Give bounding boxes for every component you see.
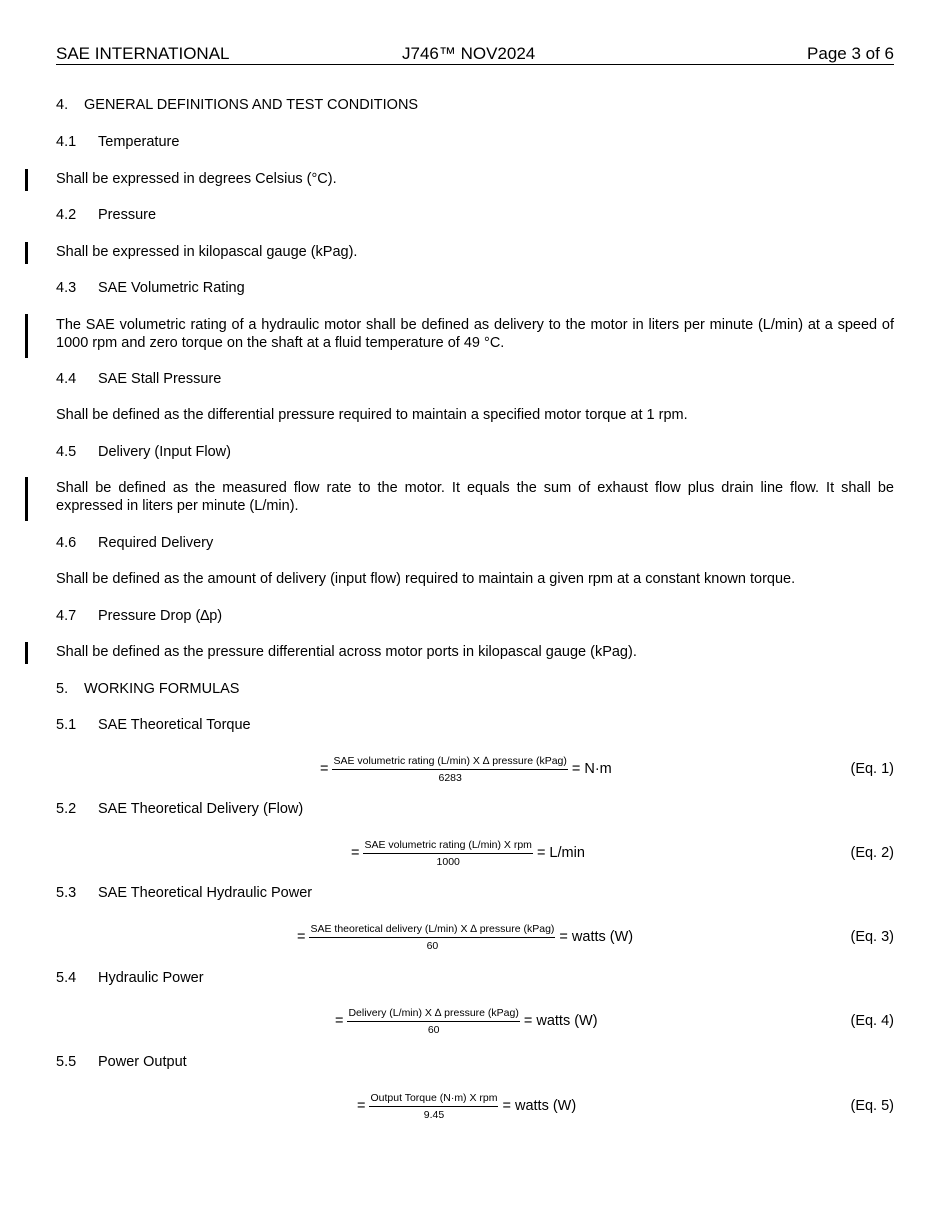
section-number: 4. (56, 97, 69, 113)
numerator: SAE volumetric rating (L/min) X rpm (363, 839, 532, 854)
section-4-3-text: The SAE volumetric rating of a hydraulic motor shall be defined as delivery to the motor in liters per minute (L/min) at a speed of 1000 rpm and zero torque on the shaft at a fluid temperature of 49 °C. (56, 317, 894, 351)
equation-5-label: (Eq. 5) (850, 1098, 894, 1114)
equation-result: = watts (W) (523, 1013, 598, 1029)
section-5-4-heading (56, 970, 204, 986)
section-title: GENERAL DEFINITIONS AND TEST CONDITIONS (84, 97, 419, 113)
equation-3-label: (Eq. 3) (850, 929, 894, 945)
numerator: SAE theoretical delivery (L/min) X ∆ pressure (kPag) (309, 923, 555, 938)
equation-4-label: (Eq. 4) (850, 1013, 894, 1029)
numerator: Delivery (L/min) X ∆ pressure (kPag) (347, 1007, 519, 1022)
section-number: 4.4 (56, 371, 77, 387)
equation-result: = N·m (571, 761, 612, 777)
section-title: SAE Volumetric Rating (98, 280, 245, 296)
header-document-id: J746™ NOV2024 (402, 44, 536, 63)
section-4-2-text: Shall be expressed in kilopascal gauge (kPag). (56, 244, 358, 260)
section-title: Power Output (98, 1054, 187, 1070)
section-title: Pressure Drop (∆p) (98, 608, 223, 624)
denominator: 1000 (436, 855, 460, 868)
fraction (332, 755, 567, 784)
section-5-1-heading (56, 717, 251, 733)
equation-5 (357, 1091, 576, 1121)
equation-result: = watts (W) (502, 1098, 577, 1114)
section-4-2-heading (56, 207, 156, 223)
section-number: 5.3 (56, 885, 77, 901)
equals-sign: = (351, 845, 360, 861)
section-title: Temperature (98, 134, 180, 150)
section-4-6-text: Shall be defined as the amount of delivery (input flow) required to maintain a given rpm at a constant known torque. (56, 571, 796, 587)
section-5-5-heading (56, 1054, 187, 1070)
change-bar (25, 642, 28, 664)
equation-1-label: (Eq. 1) (850, 761, 894, 777)
section-number: 5.5 (56, 1054, 77, 1070)
section-4-1-text: Shall be expressed in degrees Celsius (°C). (56, 171, 337, 187)
equation-1 (320, 754, 612, 784)
equation-4 (335, 1006, 598, 1036)
header-page-number: Page 3 of 6 (807, 44, 894, 63)
section-4-3-heading (56, 280, 245, 296)
equation-2 (351, 838, 585, 868)
section-title: Pressure (98, 207, 157, 223)
numerator: SAE volumetric rating (L/min) X ∆ pressure (kPag) (332, 755, 567, 770)
equals-sign: = (357, 1098, 366, 1114)
section-title: Hydraulic Power (98, 970, 204, 986)
numerator: Output Torque (N·m) X rpm (369, 1092, 498, 1107)
section-number: 4.7 (56, 608, 77, 624)
section-title: Delivery (Input Flow) (98, 444, 231, 460)
change-bar (25, 169, 28, 191)
denominator: 9.45 (423, 1108, 445, 1121)
section-4-7-heading (56, 608, 222, 624)
section-5-2-heading (56, 801, 303, 817)
fraction (363, 839, 532, 868)
fraction (309, 923, 555, 952)
denominator: 6283 (438, 771, 462, 784)
change-bar (25, 314, 28, 358)
section-4-4-text: Shall be defined as the differential pressure required to maintain a specified motor torque at 1 rpm. (56, 407, 688, 423)
equation-3 (297, 922, 633, 952)
section-number: 4.6 (56, 535, 77, 551)
section-4-7-text: Shall be defined as the pressure differential across motor ports in kilopascal gauge (kPag). (56, 644, 637, 660)
fraction (369, 1092, 498, 1121)
equation-2-label: (Eq. 2) (850, 845, 894, 861)
equals-sign: = (297, 929, 306, 945)
section-number: 5.2 (56, 801, 77, 817)
section-title: SAE Theoretical Hydraulic Power (98, 885, 313, 901)
fraction (347, 1007, 519, 1036)
equals-sign: = (335, 1013, 344, 1029)
section-4-6-heading (56, 535, 213, 551)
section-number: 4.3 (56, 280, 77, 296)
section-5-3-heading (56, 885, 312, 901)
section-4-4-heading (56, 371, 221, 387)
section-title: SAE Theoretical Torque (98, 717, 251, 733)
section-number: 5.1 (56, 717, 77, 733)
page-header (56, 44, 894, 65)
section-title: Required Delivery (98, 535, 214, 551)
header-organization: SAE INTERNATIONAL (56, 44, 230, 63)
section-number: 5.4 (56, 970, 77, 986)
change-bar (25, 242, 28, 264)
section-title: SAE Stall Pressure (98, 371, 222, 387)
section-4-heading (56, 97, 418, 113)
section-4-5-text: Shall be defined as the measured flow rate to the motor. It equals the sum of exhaust flow plus drain line flow. It shall be expressed in liters per minute (L/min). (56, 480, 894, 514)
section-5-heading (56, 681, 239, 697)
section-number: 4.2 (56, 207, 77, 223)
change-bar (25, 477, 28, 521)
section-number: 5. (56, 681, 69, 697)
section-4-1-heading (56, 134, 179, 150)
denominator: 60 (427, 1023, 440, 1036)
section-title: WORKING FORMULAS (84, 681, 240, 697)
section-title: SAE Theoretical Delivery (Flow) (98, 801, 304, 817)
equals-sign: = (320, 761, 329, 777)
section-number: 4.5 (56, 444, 77, 460)
section-number: 4.1 (56, 134, 77, 150)
equation-result: = watts (W) (559, 929, 634, 945)
section-4-5-heading (56, 444, 231, 460)
denominator: 60 (426, 939, 439, 952)
equation-result: = L/min (536, 845, 585, 861)
